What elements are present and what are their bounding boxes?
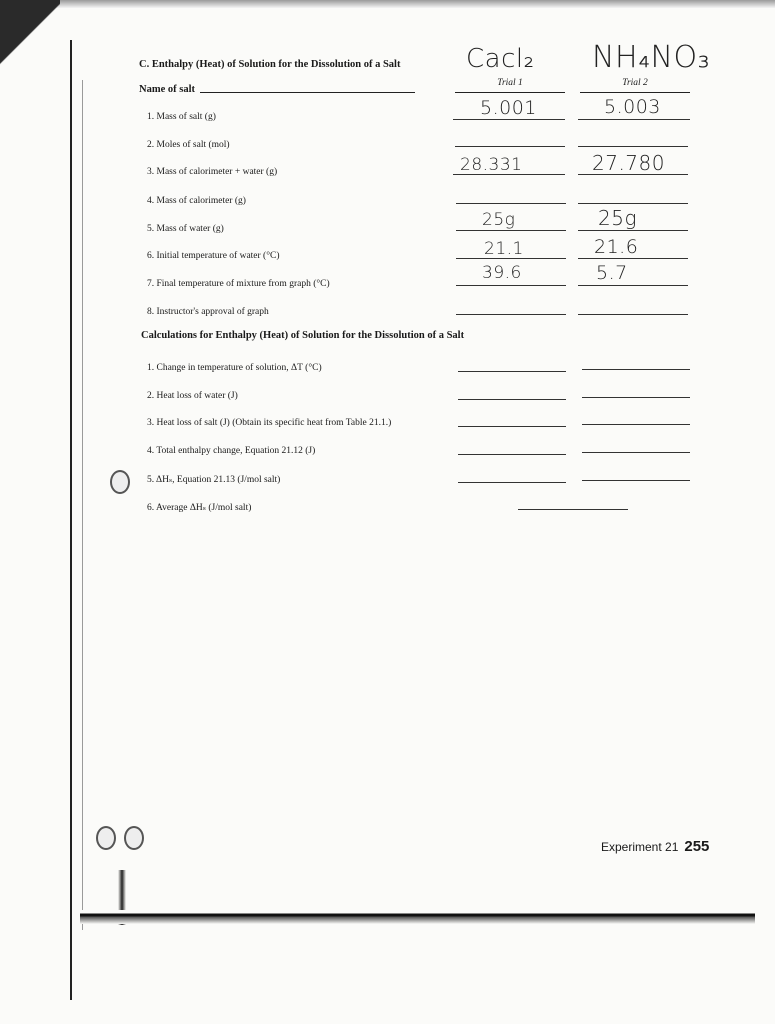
experiment-label: Experiment 21 bbox=[601, 840, 679, 854]
calc-answer-line-trial1[interactable] bbox=[458, 481, 566, 483]
handwritten-value-trial1: 21.1 bbox=[484, 239, 524, 259]
answer-line-trial2[interactable] bbox=[578, 202, 688, 204]
calculation-label: 1. Change in temperature of solution, ΔT (°C) bbox=[147, 363, 322, 373]
handwritten-value-trial2: 5.7 bbox=[596, 262, 628, 284]
measurement-label: 5. Mass of water (g) bbox=[147, 224, 224, 234]
margin-rule bbox=[70, 40, 72, 1000]
calculation-label: 2. Heat loss of water (J) bbox=[147, 391, 238, 401]
trial-2-underline bbox=[580, 92, 690, 93]
measurement-label: 3. Mass of calorimeter + water (g) bbox=[147, 167, 278, 177]
handwritten-value-trial1: 28.331 bbox=[460, 155, 523, 175]
calculation-label: 3. Heat loss of salt (J) (Obtain its specific heat from Table 21.1.) bbox=[147, 418, 392, 428]
measurement-label: 6. Initial temperature of water (°C) bbox=[147, 251, 280, 261]
calc-answer-line-trial1[interactable] bbox=[458, 398, 566, 400]
trial-1-underline bbox=[455, 92, 565, 93]
margin-rule-secondary bbox=[82, 80, 83, 930]
scan-edge bbox=[0, 0, 775, 8]
answer-line-trial2[interactable] bbox=[578, 145, 688, 147]
calc-answer-line-trial1[interactable] bbox=[458, 453, 566, 455]
scan-corner-shadow bbox=[0, 0, 60, 120]
handwritten-value-trial1: 39.6 bbox=[482, 263, 522, 283]
name-of-salt-label: Name of salt bbox=[139, 84, 195, 95]
name-of-salt-line[interactable] bbox=[200, 92, 415, 93]
calc-answer-line-trial2[interactable] bbox=[582, 368, 690, 370]
trial-2-header: Trial 2 bbox=[622, 78, 648, 88]
handwritten-value-trial2: 5.003 bbox=[604, 96, 661, 118]
answer-line-trial1[interactable] bbox=[456, 202, 566, 204]
answer-line-trial1[interactable] bbox=[456, 284, 566, 286]
section-title: C. Enthalpy (Heat) of Solution for the Dissolution of a Salt bbox=[139, 59, 401, 70]
punch-hole bbox=[124, 826, 144, 850]
handwritten-value-trial1: 5.001 bbox=[480, 97, 537, 119]
handwritten-salt-2: NH₄NO₃ bbox=[592, 40, 711, 75]
measurement-label: 2. Moles of salt (mol) bbox=[147, 140, 230, 150]
page-number: 255 bbox=[684, 838, 710, 855]
calculation-label: 5. ΔHₛ, Equation 21.13 (J/mol salt) bbox=[147, 475, 281, 485]
calculation-label: 4. Total enthalpy change, Equation 21.12 (J) bbox=[147, 446, 316, 456]
calculations-title: Calculations for Enthalpy (Heat) of Solution for the Dissolution of a Salt bbox=[141, 330, 465, 341]
calc-answer-line-average[interactable] bbox=[518, 508, 628, 510]
bottom-rule bbox=[80, 910, 755, 924]
measurement-label: 8. Instructor's approval of graph bbox=[147, 307, 269, 317]
answer-line-trial2[interactable] bbox=[578, 118, 690, 120]
answer-line-trial2[interactable] bbox=[578, 284, 688, 286]
handwritten-salt-1: Cacl₂ bbox=[466, 44, 535, 74]
handwritten-value-trial2: 21.6 bbox=[594, 236, 639, 258]
measurement-label: 1. Mass of salt (g) bbox=[147, 112, 216, 122]
handwritten-value-trial2: 25g bbox=[598, 206, 637, 230]
punch-hole bbox=[96, 826, 116, 850]
calculation-label: 6. Average ΔHₛ (J/mol salt) bbox=[147, 503, 252, 513]
page-footer bbox=[601, 838, 709, 855]
calc-answer-line-trial2[interactable] bbox=[582, 451, 690, 453]
punch-hole bbox=[110, 470, 130, 494]
calc-answer-line-trial2[interactable] bbox=[582, 479, 690, 481]
calc-answer-line-trial1[interactable] bbox=[458, 425, 566, 427]
handwritten-value-trial1: 25g bbox=[482, 210, 516, 230]
measurement-label: 7. Final temperature of mixture from graph (°C) bbox=[147, 279, 330, 289]
answer-line-trial1[interactable] bbox=[456, 313, 566, 315]
trial-1-header: Trial 1 bbox=[497, 78, 523, 88]
calc-answer-line-trial1[interactable] bbox=[458, 370, 566, 372]
measurement-label: 4. Mass of calorimeter (g) bbox=[147, 196, 246, 206]
handwritten-value-trial2: 27.780 bbox=[592, 151, 665, 175]
answer-line-trial2[interactable] bbox=[578, 313, 688, 315]
answer-line-trial1[interactable] bbox=[455, 145, 565, 147]
calc-answer-line-trial2[interactable] bbox=[582, 423, 690, 425]
calc-answer-line-trial2[interactable] bbox=[582, 396, 690, 398]
